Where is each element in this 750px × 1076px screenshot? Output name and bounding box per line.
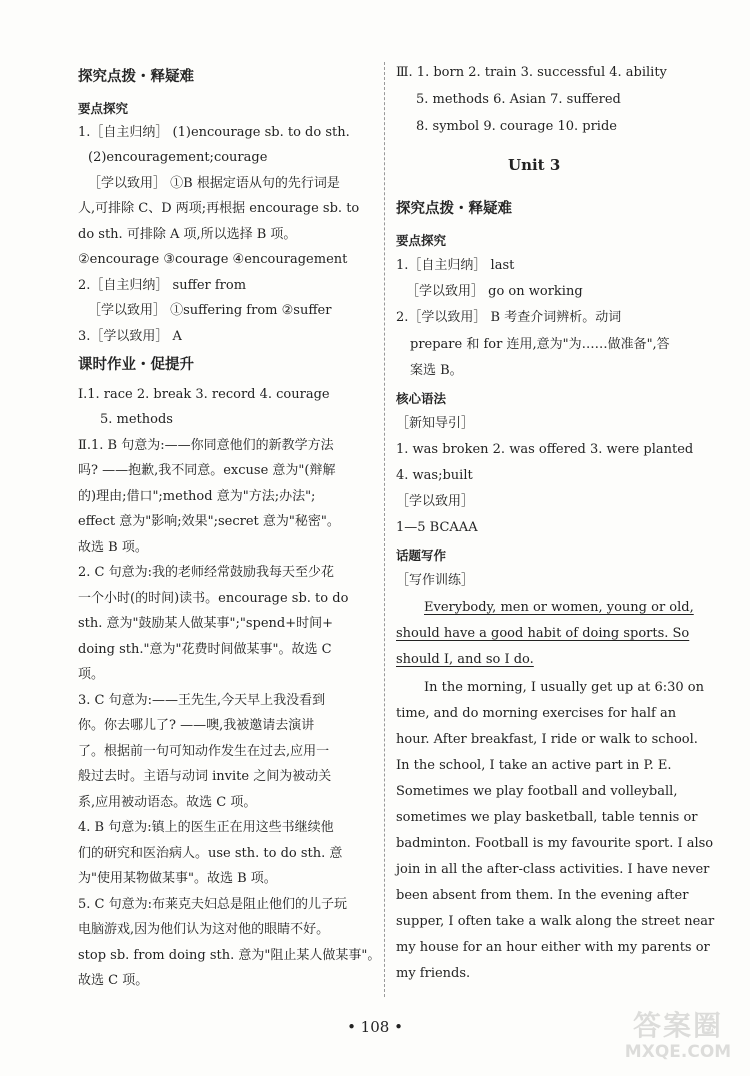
essay-line: hour. After breakfast, I ride or walk to school. [396, 732, 698, 747]
answer-line: ②encourage ③courage ④encouragement [78, 252, 348, 267]
answer-line: 的)理由;借口";method 意为"方法;办法"; [78, 489, 316, 504]
section-title: 课时作业・促提升 [78, 357, 194, 373]
answer-line: 项。 [78, 667, 105, 682]
answer-line: 1.［自主归纳］ last [396, 258, 515, 273]
answer-line: 一个小时(的时间)读书。encourage sb. to do [78, 591, 349, 606]
essay-line: In the morning, I usually get up at 6:30 on [424, 680, 704, 695]
answer-line: 故选 C 项。 [78, 973, 149, 988]
essay-line: join in all the after-class activities. I have never [396, 862, 710, 877]
essay-line: time, and do morning exercises for half an [396, 706, 677, 721]
answer-line: 4. B 句意为:镇上的医生正在用这些书继续他 [78, 820, 334, 835]
answer-line: 案选 B。 [410, 363, 463, 378]
essay-line: In the school, I take an active part in P. E. [396, 758, 672, 773]
answer-line: 1. was broken 2. was offered 3. were planted [396, 442, 694, 457]
answer-line: 1.［自主归纳］ (1)encourage sb. to do sth. [78, 125, 350, 140]
underlined-sentence: should have a good habit of doing sports. So [396, 626, 690, 641]
answer-line: 3.［学以致用］ A [78, 329, 182, 344]
watermark-text: 答案圈 [632, 1009, 723, 1042]
subsection-title: 话题写作 [396, 548, 447, 563]
answer-line: 2. C 句意为:我的老师经常鼓励我每天至少花 [78, 565, 334, 580]
answer-line: 你。你去哪儿了? ——噢,我被邀请去演讲 [78, 718, 315, 733]
subsection-title: 要点探究 [78, 101, 129, 116]
section-title: 探究点拨・释疑难 [396, 201, 512, 217]
answer-line: 3. C 句意为:——王先生,今天早上我没看到 [78, 693, 326, 708]
answer-line: do sth. 可排除 A 项,所以选择 B 项。 [78, 227, 297, 242]
underlined-sentence: should I, and so I do. [396, 652, 534, 667]
answer-line: ［学以致用］ ①suffering from ②suffer [88, 303, 332, 318]
essay-line: Sometimes we play football and volleyball, [396, 784, 678, 799]
answer-line: Ⅲ. 1. born 2. train 3. successful 4. ability [396, 65, 667, 80]
column-divider [384, 62, 385, 997]
answer-line: 吗? ——抱歉,我不同意。excuse 意为"(辩解 [78, 463, 336, 478]
page-number: • 108 • [347, 1018, 403, 1036]
answer-line: 人,可排除 C、D 两项;再根据 encourage sb. to [78, 201, 360, 216]
answer-line: stop sb. from doing sth. 意为"阻止某人做某事"。 [78, 948, 381, 963]
underlined-sentence: Everybody, men or women, young or old, [424, 600, 694, 615]
watermark-url: MXQE.COM [624, 1042, 732, 1062]
essay-line: been absent from them. In the evening after [396, 888, 689, 903]
watermark-logo [614, 1010, 742, 1070]
bracket-label: ［新知导引］ [396, 416, 475, 431]
essay-line: sometimes we play basketball, table tennis or [396, 810, 698, 825]
essay-line: my friends. [396, 966, 471, 981]
answer-line: 了。根据前一句可知动作发生在过去,应用一 [78, 744, 330, 759]
answer-line: prepare 和 for 连用,意为"为……做准备",答 [410, 337, 670, 352]
section-title: 探究点拨・释疑难 [78, 69, 194, 85]
answer-line: 5. methods [100, 412, 173, 427]
bracket-label: ［写作训练］ [396, 573, 475, 588]
answer-line: Ⅱ.1. B 句意为:——你同意他们的新教学方法 [78, 438, 334, 453]
subsection-title: 要点探究 [396, 233, 447, 248]
answer-line: 系,应用被动语态。故选 C 项。 [78, 795, 257, 810]
answer-line: 为"使用某物做某事"。故选 B 项。 [78, 871, 277, 886]
answer-line: 1—5 BCAAA [396, 520, 478, 535]
answer-line: 电脑游戏,因为他们认为这对他的眼睛不好。 [78, 922, 330, 937]
answer-line: 故选 B 项。 [78, 540, 148, 555]
unit-title: Unit 3 [508, 156, 561, 174]
answer-line: ［学以致用］ go on working [406, 284, 583, 299]
answer-line: 5. methods 6. Asian 7. suffered [416, 92, 621, 107]
answer-line: effect 意为"影响;效果";secret 意为"秘密"。 [78, 514, 340, 529]
answer-line: 般过去时。主语与动词 invite 之间为被动关 [78, 769, 332, 784]
bracket-label: ［学以致用］ [396, 494, 475, 509]
answer-line: ［学以致用］ ①B 根据定语从句的先行词是 [88, 176, 340, 191]
answer-line: 们的研究和医治病人。use sth. to do sth. 意 [78, 846, 343, 861]
answer-line: 4. was;built [396, 468, 473, 483]
essay-line: supper, I often take a walk along the street near [396, 914, 715, 929]
essay-line: my house for an hour either with my parents or [396, 940, 710, 955]
answer-line: doing sth."意为"花费时间做某事"。故选 C [78, 642, 332, 657]
answer-line: 8. symbol 9. courage 10. pride [416, 119, 617, 134]
answer-line: sth. 意为"鼓励某人做某事";"spend+时间+ [78, 616, 334, 631]
essay-line: badminton. Football is my favourite sport. I also [396, 836, 714, 851]
answer-line: 5. C 句意为:布莱克夫妇总是阻止他们的儿子玩 [78, 897, 347, 912]
answer-line: Ⅰ.1. race 2. break 3. record 4. courage [78, 387, 330, 402]
answer-line: 2.［学以致用］ B 考查介词辨析。动词 [396, 310, 622, 325]
answer-line: (2)encouragement;courage [88, 150, 268, 165]
subsection-title: 核心语法 [396, 391, 447, 406]
answer-line: 2.［自主归纳］ suffer from [78, 278, 247, 293]
